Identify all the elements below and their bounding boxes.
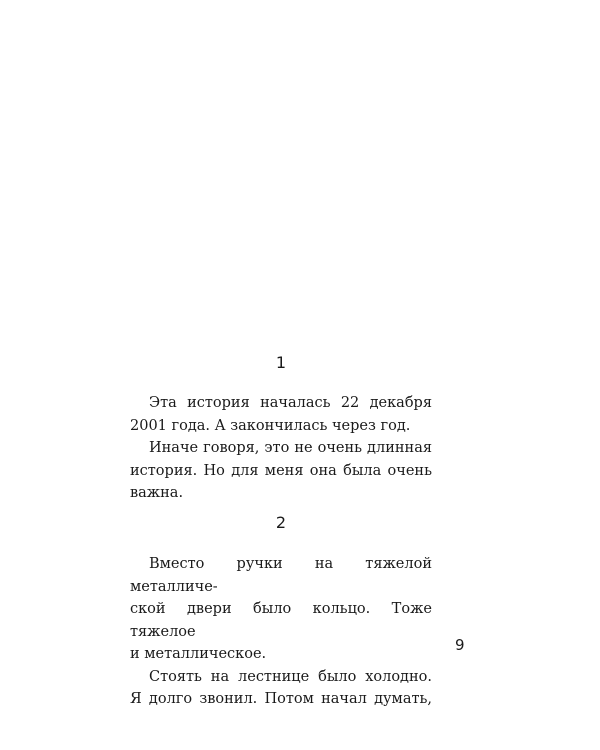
text-line: Стоять на лестнице было холодно. <box>149 668 432 685</box>
text-line: Эта история началась 22 декабря <box>149 395 432 411</box>
paragraph <box>130 553 432 666</box>
chapter-1-text <box>130 392 432 505</box>
text-line: история. Но для меня она была очень <box>130 462 432 479</box>
paragraph <box>130 392 432 437</box>
text-line: важна. <box>130 485 184 501</box>
paragraph <box>130 437 432 505</box>
paragraph <box>130 666 432 711</box>
text-line: Вместо ручки на тяжелой металличе- <box>130 556 432 595</box>
text-line: ской двери было кольцо. Тоже тяжелое <box>130 601 432 640</box>
chapter-2-text <box>130 553 432 711</box>
text-line: и металлическое. <box>130 646 267 662</box>
chapter-heading-1: 1 <box>275 353 287 372</box>
page-number: 9 <box>455 636 465 654</box>
text-line: Я долго звонил. Потом начал думать, <box>130 691 432 707</box>
chapter-heading-2: 2 <box>275 513 287 532</box>
text-line: Иначе говоря, это не очень длинная <box>149 440 432 456</box>
text-line: 2001 года. А закончилась через год. <box>130 417 411 434</box>
